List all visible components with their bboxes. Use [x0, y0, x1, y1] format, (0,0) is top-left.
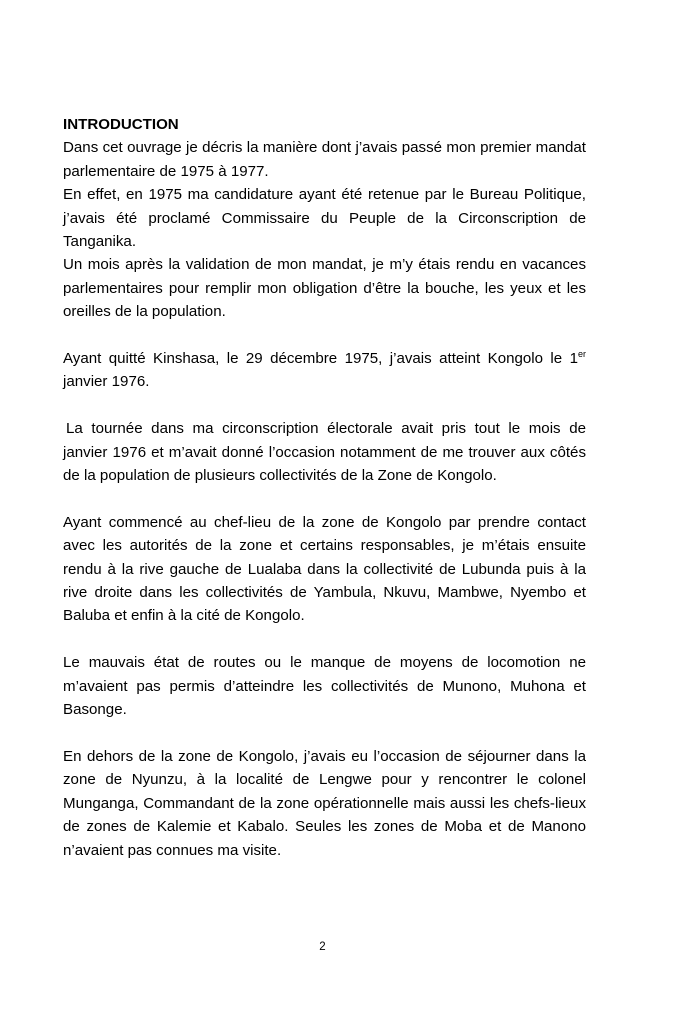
paragraph-other-zones: En dehors de la zone de Kongolo, j’avais eu l’occasion de séjourner dans la zone de Nyunzu, à la localité de Lengwe pour y rencontrer le colonel Munganga, Commandant de la zone opérationnelle mais aussi les chefs-lieux de zones de Kalemie et Kabalo. Seules les zones de Moba et de Manono n’avaient pas connues ma visite.: [63, 747, 586, 859]
paragraph-gap: [63, 722, 586, 745]
paragraph-contacts: Ayant commencé au chef-lieu de la zone de Kongolo par prendre contact avec les autorités de la zone et certains responsables, je m’étais ensuite rendu à la rive gauche de Lualaba dans la collectivité de Lubunda puis à la rive droite dans les collectivités de Yambula, Nkuvu, Mambwe, Nyembo et Baluba et enfin à la cité de Kongolo.: [63, 513, 586, 625]
page-number: 2: [319, 941, 326, 953]
section-heading: INTRODUCTION: [63, 116, 179, 133]
paragraph-candidature: En effet, en 1975 ma candidature ayant été retenue par le Bureau Politique, j’avais été proclamé Commissaire du Peuple de la Circonscription de Tanganika.: [63, 186, 586, 251]
paragraph-gap: [63, 394, 586, 417]
date-superscript: er: [577, 349, 586, 360]
paragraph-gap: [63, 628, 586, 651]
document-body: [63, 113, 586, 862]
paragraph-intro: Dans cet ouvrage je décris la manière dont j’avais passé mon premier mandat parlementaire de 1975 à 1977.: [63, 139, 586, 180]
date-rest: janvier 1976.: [63, 373, 150, 391]
paragraph-gap: [63, 324, 586, 347]
date-day: 1: [569, 350, 578, 368]
paragraph-mandate: Un mois après la validation de mon mandat, je m’y étais rendu en vacances parlementaires pour remplir mon obligation d’être la bouche, les yeux et les oreilles de la population.: [63, 256, 586, 321]
paragraph-gap: [63, 487, 586, 510]
paragraph-travel-text: Ayant quitté Kinshasa, le 29 décembre 1975, j’avais atteint Kongolo le: [63, 350, 570, 368]
paragraph-roads: Le mauvais état de routes ou le manque de moyens de locomotion ne m’avaient pas permis d’atteindre les collectivités de Munono, Muhona et Basonge.: [63, 654, 586, 719]
paragraph-travel: [63, 347, 586, 394]
paragraph-tour: La tournée dans ma circonscription électorale avait pris tout le mois de janvier 1976 et m’avait donné l’occasion notamment de me trouver aux côtés de la population de plusieurs collectivités de la Zone de Kongolo.: [63, 420, 586, 485]
